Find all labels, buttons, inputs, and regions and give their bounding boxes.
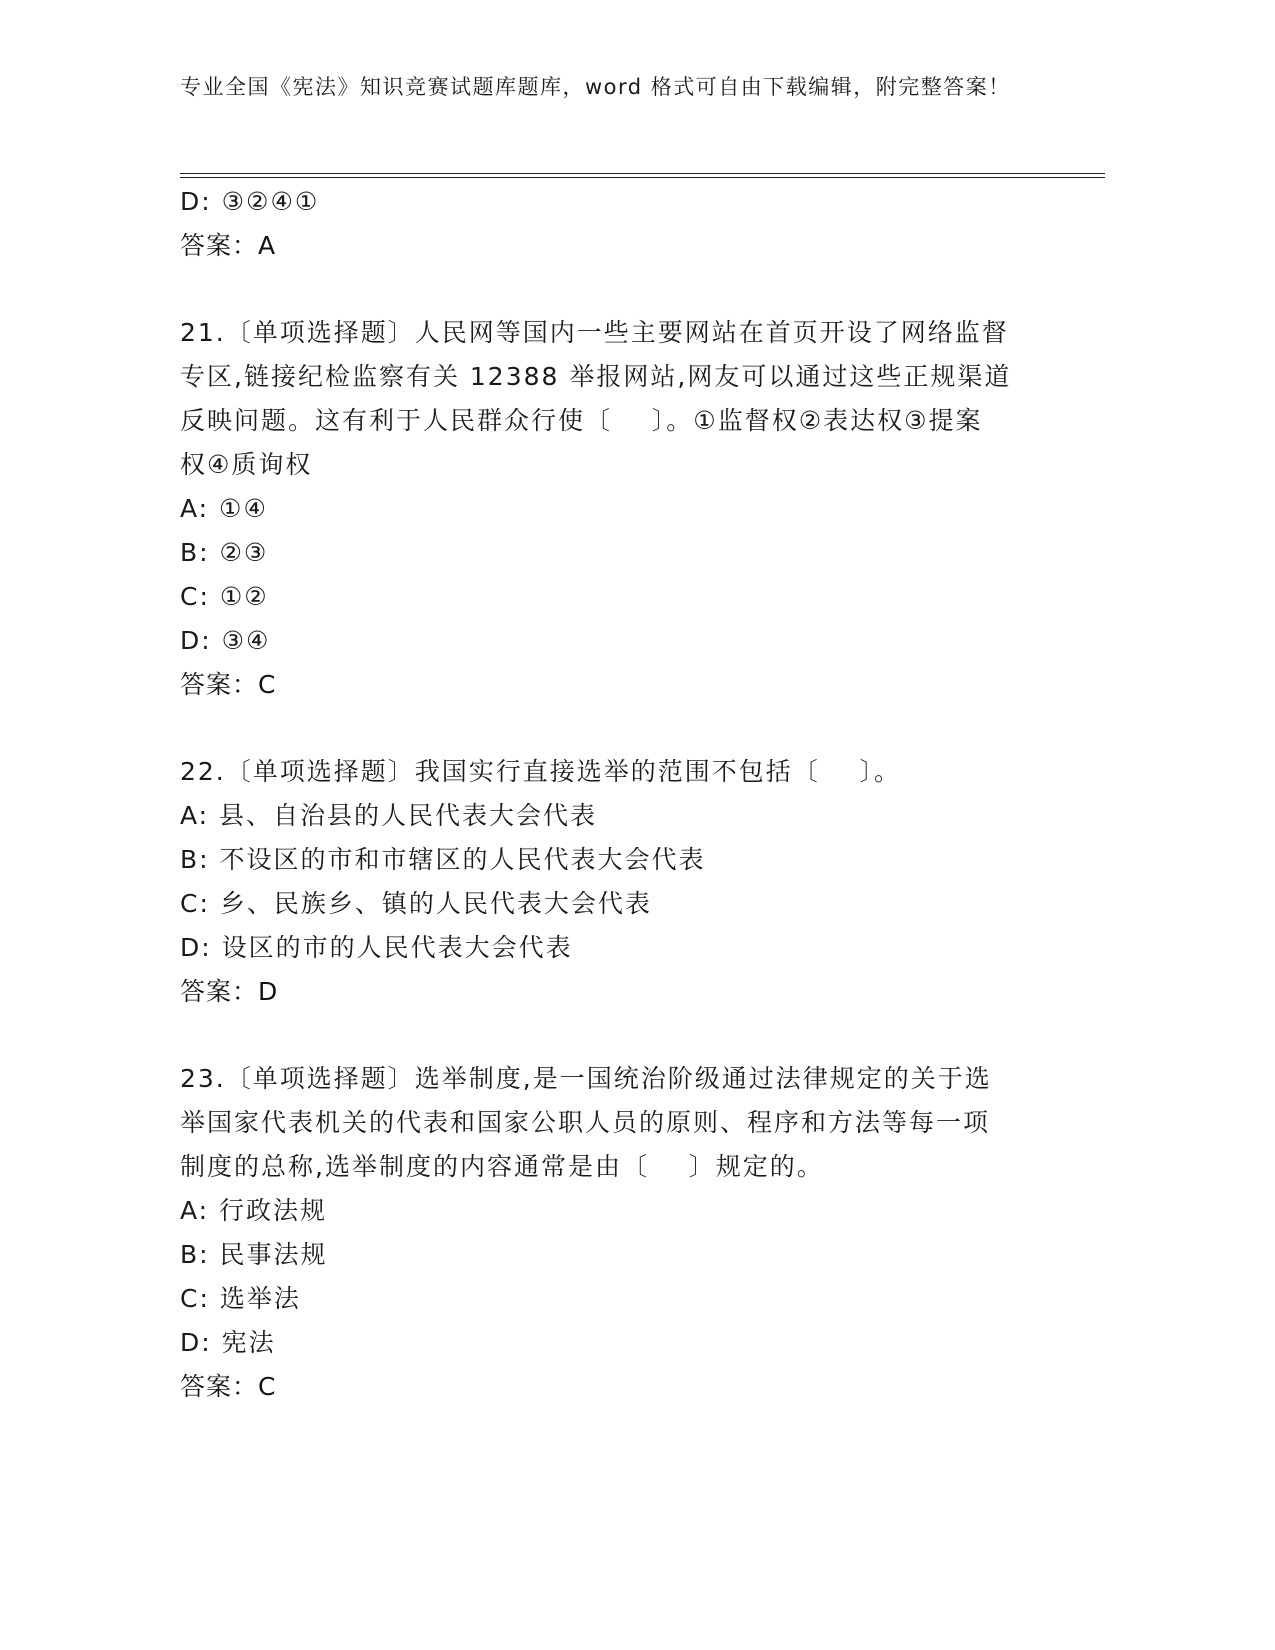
option-b: B: 不设区的市和市辖区的人民代表大会代表	[180, 845, 706, 874]
question-stem-line: 权④质询权	[180, 450, 313, 479]
prev-answer: 答案：A	[180, 231, 277, 260]
option-d: D: 宪法	[180, 1328, 276, 1357]
option-d: D: 设区的市的人民代表大会代表	[180, 933, 573, 962]
page-header: 专业全国《宪法》知识竞赛试题库题库，word 格式可自由下载编辑，附完整答案！	[180, 75, 1011, 99]
header-rule-top	[180, 173, 1105, 174]
question-stem-line: 23.〔单项选择题〕选举制度,是一国统治阶级通过法律规定的关于选	[180, 1064, 992, 1093]
prev-option-d: D: ③②④①	[180, 187, 320, 216]
question-stem-line: 举国家代表机关的代表和国家公职人员的原则、程序和方法等每一项	[180, 1108, 991, 1137]
question-22	[180, 750, 1030, 1014]
answer: 答案：D	[180, 977, 279, 1006]
option-b: B: ②③	[180, 538, 269, 567]
question-stem-line: 反映问题。这有利于人民群众行使〔 〕。①监督权②表达权③提案	[180, 406, 983, 435]
option-c: C: 选举法	[180, 1284, 301, 1313]
option-a: A: ①④	[180, 494, 268, 523]
question-content	[180, 180, 1030, 1409]
question-stem-line: 专区,链接纪检监察有关 12388 举报网站,网友可以通过这些正规渠道	[180, 362, 1012, 391]
question-stem-line: 22.〔单项选择题〕我国实行直接选举的范围不包括〔 〕。	[180, 757, 902, 786]
question-21	[180, 311, 1030, 707]
header-rule-bottom	[180, 177, 1105, 178]
option-c: C: 乡、民族乡、镇的人民代表大会代表	[180, 889, 652, 918]
question-stem-line: 制度的总称,选举制度的内容通常是由〔 〕规定的。	[180, 1152, 824, 1181]
question-stem-line: 21.〔单项选择题〕人民网等国内一些主要网站在首页开设了网络监督	[180, 318, 1009, 347]
question-23	[180, 1057, 1030, 1409]
option-a: A: 行政法规	[180, 1196, 328, 1225]
answer: 答案：C	[180, 670, 277, 699]
answer: 答案：C	[180, 1372, 277, 1401]
option-c: C: ①②	[180, 582, 269, 611]
option-d: D: ③④	[180, 626, 271, 655]
option-b: B: 民事法规	[180, 1240, 328, 1269]
option-a: A: 县、自治县的人民代表大会代表	[180, 801, 598, 830]
